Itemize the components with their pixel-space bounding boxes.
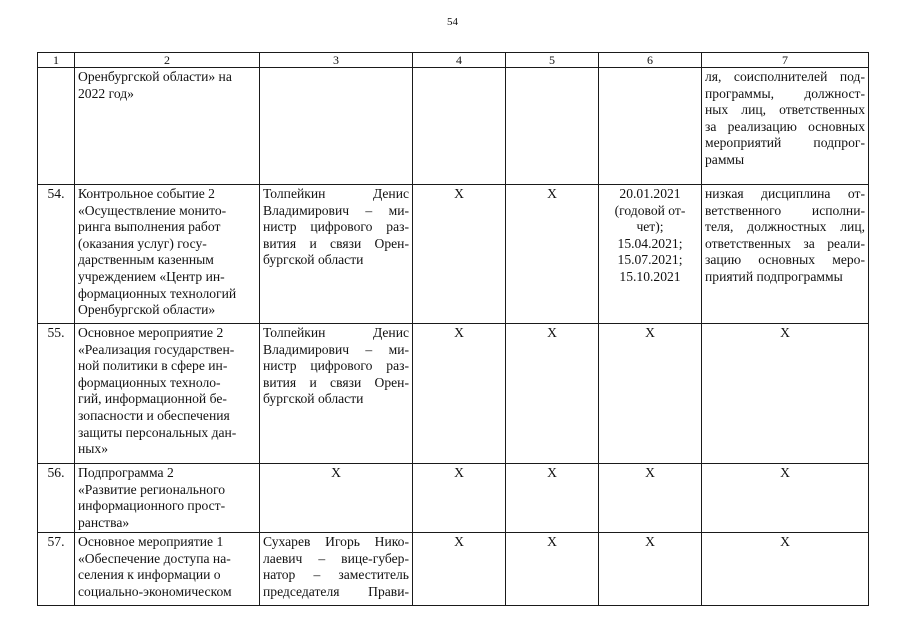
cell-line: X [331,465,341,480]
cell-line: Толпейкин Денис [263,186,409,201]
column-header: 1 [38,53,75,68]
cell-line: Оренбургской области» [78,302,216,318]
date-cell [599,533,702,606]
event-name-cell [75,185,260,324]
cell-line: формационных технологий [78,285,237,301]
responsible-cell [260,464,413,533]
risk-cell [702,185,869,324]
row-number [38,68,75,185]
column4-cell: X [413,185,506,324]
cell-line: нистр цифрового раз- [263,358,409,374]
responsible-cell [260,533,413,606]
cell-line: гий, информационной бе- [78,391,227,407]
responsible-cell [260,324,413,464]
cell-line: 15.10.2021 [619,268,681,284]
cell-line: вития и связи Орен- [263,235,409,251]
cell-line: Основное мероприятие 1 [78,534,224,549]
row-number: 56. [38,464,75,533]
table-row [38,185,869,324]
column5-cell: X [506,324,599,464]
column4-cell: X [413,464,506,533]
cell-line: Владимирович – ми- [263,341,409,357]
table-row [38,533,869,606]
cell-line: Основное мероприятие 2 [78,325,224,340]
cell-line: нистр цифрового раз- [263,219,409,235]
column5-cell [506,68,599,185]
column-header: 3 [260,53,413,68]
cell-line: раммы [705,151,745,167]
table-row [38,464,869,533]
cell-line: «Развитие регионального [78,481,226,497]
column-header: 2 [75,53,260,68]
cell-line: защиты персональных дан- [78,424,237,440]
cell-line: председателя Прави- [263,583,409,599]
cell-line: приятий подпрограммы [705,268,843,284]
date-cell [599,324,702,464]
column-header: 4 [413,53,506,68]
cell-line: 20.01.2021 [619,186,681,201]
cell-line: зацию основных меро- [705,252,865,268]
responsible-cell [260,68,413,185]
event-name-cell [75,533,260,606]
date-cell [599,68,702,185]
table-row [38,68,869,185]
cell-line: дарственным казенным [78,252,214,268]
header-row [38,53,869,68]
event-name-cell [75,464,260,533]
risk-cell [702,464,869,533]
cell-line: X [645,465,655,480]
column-header: 7 [702,53,869,68]
cell-line: мероприятий подпрог- [705,135,865,151]
date-cell [599,185,702,324]
cell-line: X [645,534,655,549]
column-header: 6 [599,53,702,68]
cell-line: натор – заместитель [263,567,409,583]
cell-line: ринга выполнения работ [78,219,221,235]
column5-cell: X [506,533,599,606]
cell-line: низкая дисциплина от- [705,186,865,201]
cell-line: бургской области [263,391,364,407]
page-number: 54 [447,16,458,28]
table-row [38,324,869,464]
cell-line: 15.04.2021; [617,235,683,251]
cell-line: X [780,534,790,549]
column4-cell: X [413,324,506,464]
cell-line: ной политики в сфере ин- [78,358,228,374]
cell-line: ных» [78,441,109,457]
cell-line: ранства» [78,514,130,530]
responsible-cell [260,185,413,324]
row-number: 55. [38,324,75,464]
cell-line: лаевич – вице-губер- [263,550,409,566]
cell-line: за реализацию основных [705,118,865,134]
cell-line: Оренбургской области» на [78,69,232,84]
cell-line: X [645,325,655,340]
cell-line: X [780,465,790,480]
row-number: 57. [38,533,75,606]
row-number: 54. [38,185,75,324]
cell-line: Контрольное событие 2 [78,186,215,201]
cell-line: «Реализация государствен- [78,341,235,357]
cell-line: Владимирович – ми- [263,202,409,218]
cell-line: ответственных за реали- [705,235,865,251]
cell-line: бургской области [263,252,364,268]
cell-line: ля, соисполнителей под- [705,69,865,84]
cell-line: формационных техноло- [78,374,221,390]
cell-line: программы, должност- [705,85,865,101]
event-name-cell [75,324,260,464]
cell-line: (оказания услуг) госу- [78,235,207,251]
cell-line: «Обеспечение доступа на- [78,550,231,566]
cell-line: X [780,325,790,340]
column5-cell: X [506,185,599,324]
cell-line: вития и связи Орен- [263,374,409,390]
risk-cell [702,324,869,464]
date-cell [599,464,702,533]
cell-line: 15.07.2021; [617,252,683,268]
risk-cell [702,68,869,185]
cell-line: теля, должностных лиц, [705,219,865,235]
event-name-cell [75,68,260,185]
risk-cell [702,533,869,606]
cell-line: ных лиц, ответственных [705,102,865,118]
cell-line: Толпейкин Денис [263,325,409,340]
column4-cell: X [413,533,506,606]
cell-line: (годовой от- [614,202,686,218]
column-header: 5 [506,53,599,68]
cell-line: чет); [636,219,664,235]
cell-line: Сухарев Игорь Нико- [263,534,409,549]
cell-line: «Осуществление монито- [78,202,227,218]
cell-line: зопасности и обеспечения [78,407,230,423]
cell-line: информационного прост- [78,498,226,514]
column4-cell [413,68,506,185]
cell-line: Подпрограмма 2 [78,465,174,480]
cell-line: социально-экономическом [78,583,232,599]
column5-cell: X [506,464,599,533]
cell-line: селения к информации о [78,567,221,583]
program-table [37,52,869,606]
cell-line: ветственного исполни- [705,202,865,218]
cell-line: 2022 год» [78,85,134,101]
cell-line: учреждением «Центр ин- [78,268,225,284]
